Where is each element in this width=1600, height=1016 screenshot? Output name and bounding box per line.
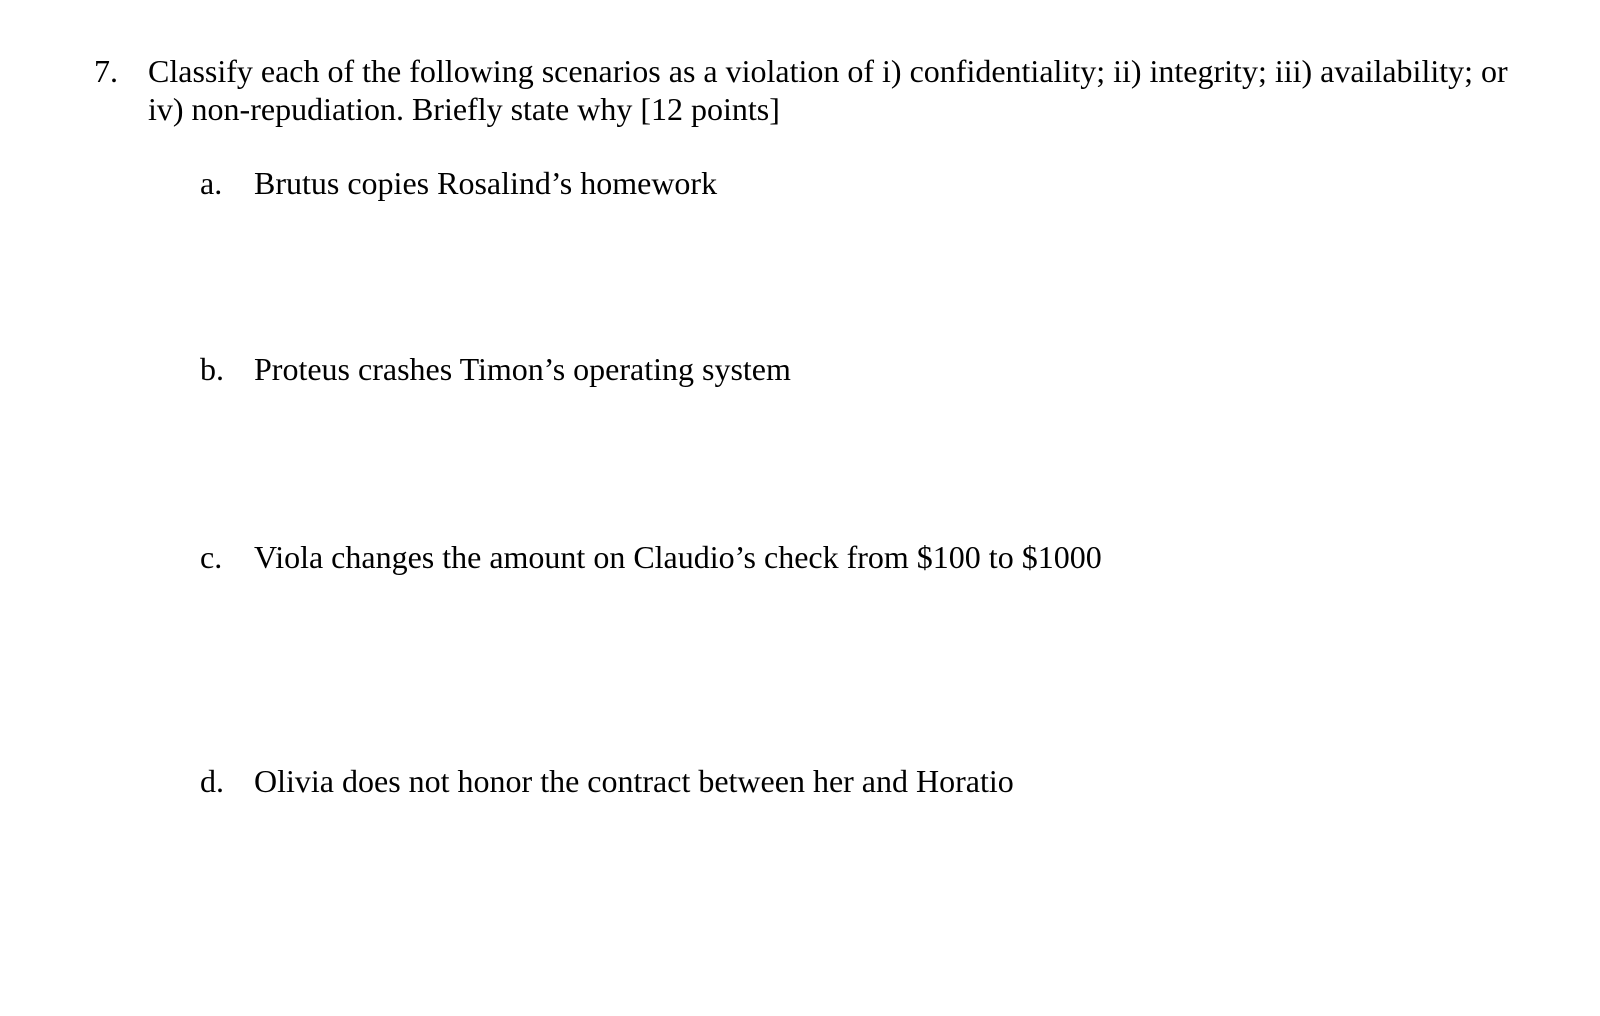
scenario-text: Proteus crashes Timon’s operating system: [254, 351, 791, 387]
question-prompt-line-1: Classify each of the following scenarios as a violation of i) confidentiality; ii) integrity; iii) availability; or: [148, 53, 1508, 89]
scenario-text: Brutus copies Rosalind’s homework: [254, 165, 718, 201]
question-prompt: [148, 52, 1568, 128]
scenario-letter: a.: [200, 165, 223, 201]
scenario-letter: c.: [200, 539, 223, 575]
scenario-text: Viola changes the amount on Claudio’s check from $100 to $1000: [254, 539, 1102, 575]
scenario-letter: d.: [200, 763, 224, 799]
scenario-letter: b.: [200, 351, 224, 387]
scenario-text: Olivia does not honor the contract between her and Horatio: [254, 763, 1014, 799]
question-prompt-line-2: iv) non-repudiation. Briefly state why [12 points]: [148, 91, 780, 127]
question-number: 7.: [94, 53, 118, 89]
